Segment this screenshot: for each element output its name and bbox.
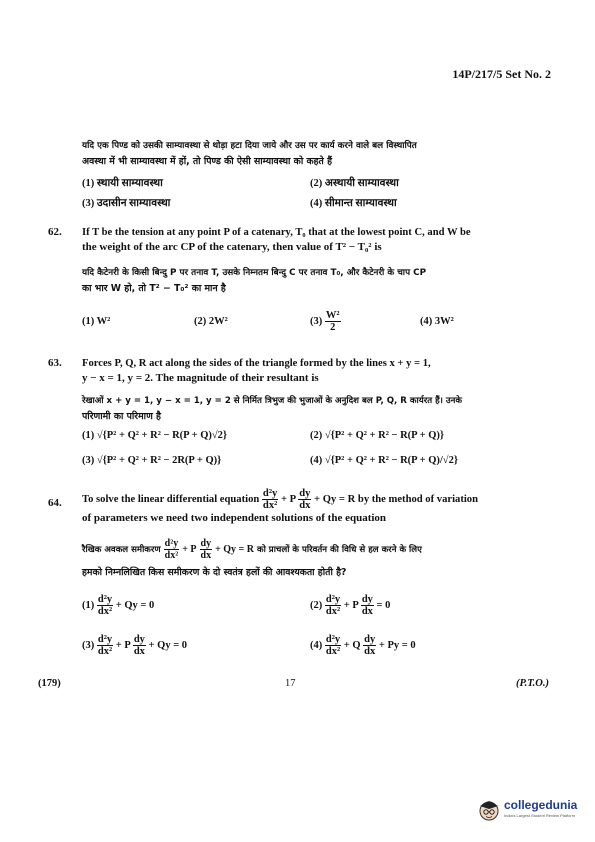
q64-hindi-post: को प्राचलों के परिवर्तन की विधि से हल करने के लिए — [256, 545, 422, 555]
q64-option-3-end: + Qy = 0 — [148, 639, 188, 651]
q64-option-4[interactable] — [310, 634, 416, 657]
logo-wordmark: collegedunia — [504, 798, 578, 812]
q63-eng-line1: Forces P, Q, R act along the sides of the triangle formed by the lines x + y = 1, — [82, 358, 431, 369]
q64-option-1[interactable] — [82, 594, 154, 617]
q61-option-2[interactable]: (2) अस्थायी साम्यावस्था — [310, 178, 399, 189]
q64-option-4-mid: + Q — [343, 639, 361, 651]
q62-eng-line1: If T be the tension at any point P of a catenary, T₀ that at the lowest point C, and W be — [82, 227, 471, 238]
q64-option-1-end: + Qy = 0 — [115, 599, 155, 611]
q62-hindi-text — [82, 266, 550, 296]
q64-hindi-eq-end: + Qy = R — [215, 544, 254, 555]
q64-option-1-num: d²y — [97, 594, 113, 605]
q64-option-3-label: (3) — [82, 639, 95, 651]
q64-hindi-eq-numerator: d²y — [164, 538, 179, 549]
q63-options — [82, 430, 552, 470]
q64-option-4-label: (4) — [310, 639, 323, 651]
q63-hindi-text — [82, 394, 550, 424]
q62-hindi-line2: का भार W हो, तो T² − T₀² का मान है — [82, 283, 226, 294]
q64-hindi-eq-dy: dy — [200, 538, 212, 549]
q64-option-2-dy — [361, 594, 374, 617]
q64-option-3[interactable] — [82, 634, 187, 657]
q64-option-4-den: dx² — [325, 646, 341, 657]
q61-option-4[interactable]: (4) सीमान्त साम्यावस्था — [310, 198, 397, 209]
q62-option-3-numerator: W² — [325, 310, 340, 321]
q62-option-1[interactable]: (1) W² — [82, 316, 111, 327]
q63-number: 63. — [48, 357, 62, 369]
q64-hindi-eq-mid: + P — [182, 544, 197, 555]
q64-option-3-mid: + P — [115, 639, 131, 651]
q64-eq-denominator: dx² — [262, 500, 278, 511]
q64-option-1-den: dx² — [97, 606, 113, 617]
q64-hindi-text — [82, 538, 550, 580]
q64-eng-line2: of parameters we need two independent solutions of the equation — [82, 512, 387, 524]
q64-hindi-eq-dx: dx — [200, 550, 212, 561]
q63-option-1[interactable]: (1) √{P² + Q² + R² − R(P + Q)√2} — [82, 430, 228, 441]
q64-option-4-dy — [363, 634, 376, 657]
q64-eng-line1 — [82, 488, 550, 511]
q64-option-2-num: d²y — [325, 594, 341, 605]
q61-hindi-text — [82, 139, 550, 169]
q61-option-3[interactable]: (3) उदासीन साम्यावस्था — [82, 198, 171, 209]
q64-option-2-end: = 0 — [376, 599, 391, 611]
footer-code: (179) — [38, 678, 61, 689]
q62-english-text — [82, 226, 550, 254]
q64-option-3-dy — [133, 634, 146, 657]
q64-option-2-dy-num: dy — [361, 594, 373, 605]
graduate-avatar-icon — [478, 798, 500, 824]
q64-option-2-d2y — [325, 594, 341, 617]
q61-hindi-line2: अवस्था में भी साम्यावस्था में हों, तो पिण्ड की ऐसी साम्यावस्था को कहते हैं — [82, 156, 333, 167]
q62-options — [82, 310, 552, 342]
q64-eng-pre: To solve the linear differential equation — [82, 493, 260, 505]
q62-eng-line2: the weight of the arc CP of the catenary, then value of T² − T₀² is — [82, 241, 382, 253]
q64-option-4-dy-den: dx — [364, 646, 376, 657]
q64-hindi-eq-dy-dx — [200, 538, 213, 561]
page-number: 17 — [285, 678, 296, 689]
q64-english-text — [82, 488, 550, 525]
q64-option-1-label: (1) — [82, 599, 95, 611]
logo-tagline: India's Largest Student Review Platform — [504, 813, 576, 818]
q64-option-3-num: d²y — [97, 634, 113, 645]
q63-option-2[interactable]: (2) √{P² + Q² + R² − R(P + Q)} — [310, 430, 445, 441]
q64-option-3-dy-den: dx — [133, 646, 145, 657]
q64-eq-end: + Qy = R — [314, 493, 356, 505]
q63-option-4[interactable]: (4) √{P² + Q² + R² − R(P + Q)/√2} — [310, 455, 458, 466]
q64-number: 64. — [48, 497, 62, 509]
q64-option-4-d2y — [325, 634, 341, 657]
q62-number: 62. — [48, 226, 62, 238]
q62-hindi-line1: यदि कैटेनरी के किसी बिन्दु P पर तनाव T, उसके निम्नतम बिन्दु C पर तनाव T₀, और कैटेनरी के चाप CP — [82, 268, 427, 278]
q64-eq-dx: dx — [299, 500, 311, 511]
q64-hindi-pre: रैखिक अवकल समीकरण — [82, 545, 161, 555]
q64-eq-d2y-dx2 — [262, 488, 278, 511]
q64-option-2-mid: + P — [343, 599, 359, 611]
q64-option-2-label: (2) — [310, 599, 323, 611]
q64-option-1-d2y — [97, 594, 113, 617]
q61-options — [82, 176, 552, 212]
q64-option-3-dy-num: dy — [133, 634, 145, 645]
q64-option-2[interactable] — [310, 594, 390, 617]
q63-english-text — [82, 357, 550, 385]
q64-eq-dy: dy — [299, 488, 311, 499]
q64-eng-post: by the method of variation — [357, 493, 478, 505]
q64-option-3-den: dx² — [97, 646, 113, 657]
q64-eq-dy-dx — [298, 488, 311, 511]
q62-option-3-label: (3) — [310, 315, 323, 327]
q63-hindi-line2: परिणामी का परिमाण है — [82, 411, 161, 422]
q63-option-3[interactable]: (3) √{P² + Q² + R² − 2R(P + Q)} — [82, 455, 222, 466]
paper-code: 14P/217/5 Set No. 2 — [452, 67, 551, 81]
q64-eq-numerator: d²y — [262, 488, 278, 499]
q62-option-4[interactable]: (4) 3W² — [420, 316, 454, 327]
q64-hindi-line2: हमको निम्नलिखित किस समीकरण के दो स्वतंत्र हलों की आवश्यकता होती है? — [82, 567, 347, 578]
collegedunia-logo — [478, 796, 595, 830]
pto-label: (P.T.O.) — [516, 678, 549, 689]
q64-option-4-num: d²y — [325, 634, 341, 645]
q64-option-4-end: + Py = 0 — [378, 639, 416, 651]
q64-eq-mid: + P — [280, 493, 296, 505]
q64-option-2-den: dx² — [325, 606, 341, 617]
q61-hindi-line1: यदि एक पिण्ड को उसकी साम्यावस्था से थोड़ा हटा दिया जाये और उस पर कार्य करने वाले बल विस्थापित — [82, 141, 417, 151]
q62-option-2[interactable]: (2) 2W² — [194, 316, 228, 327]
q62-option-3-fraction — [325, 310, 341, 333]
q64-options — [82, 594, 552, 666]
q64-option-4-dy-num: dy — [364, 634, 376, 645]
q63-eng-line2: y − x = 1, y = 2. The magnitude of their resultant is — [82, 372, 319, 384]
q61-option-1[interactable]: (1) स्थायी साम्यावस्था — [82, 178, 163, 189]
q62-option-3-denominator: 2 — [330, 322, 336, 333]
q64-option-2-dy-den: dx — [361, 606, 373, 617]
q64-option-3-d2y — [97, 634, 113, 657]
q64-hindi-eq-d2y-dx2 — [164, 538, 180, 561]
q64-hindi-line1 — [82, 538, 550, 561]
q62-option-3[interactable] — [310, 310, 341, 333]
q63-hindi-line1: रेखाओं x + y = 1, y − x = 1, y = 2 से निर्मित त्रिभुज की भुजाओं के अनुदिश बल P, Q, R कार्यरत हैं। उनके — [82, 396, 463, 406]
q64-hindi-eq-denominator: dx² — [164, 550, 179, 561]
